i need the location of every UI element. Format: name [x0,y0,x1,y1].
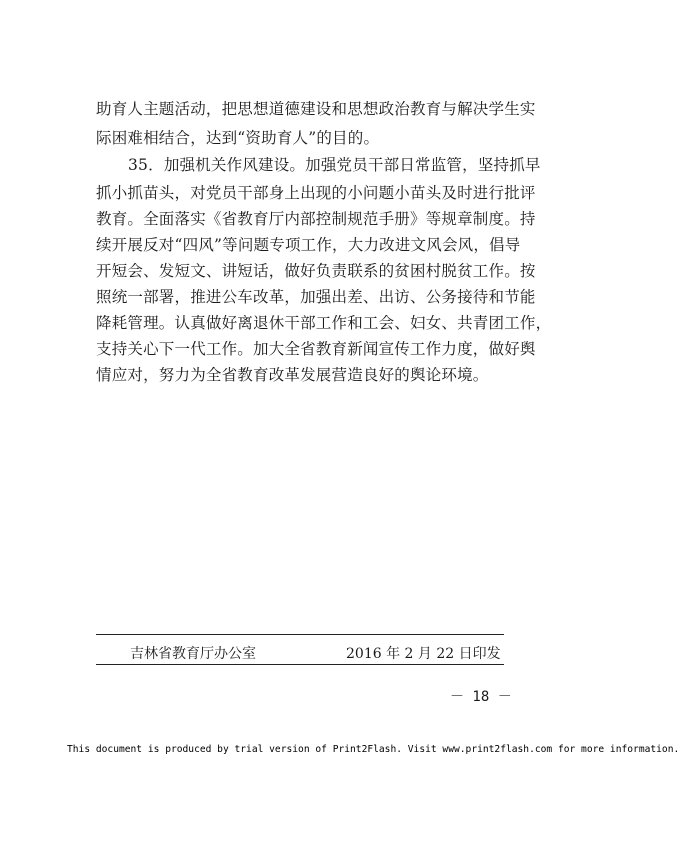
body-line: 助育人主题活动，把思想道德建设和思想政治教育与解决学生实 [96,100,536,118]
body-line: 情应对，努力为全省教育改革发展营造良好的舆论环境。 [96,366,489,384]
footer-top-rule [96,634,504,635]
body-line: 续开展反对“四风”等问题专项工作，大力改进文风会风，倡导 [96,236,521,254]
body-line: 教育。全面落实《省教育厅内部控制规范手册》等规章制度。持 [96,210,536,228]
footer-issuer: 吉林省教育厅办公室 [130,646,256,662]
body-line: 降耗管理。认真做好离退休干部工作和工会、妇女、共青团工作， [96,314,552,332]
body-line: 照统一部署，推进公车改革，加强出差、出访、公务接待和节能 [96,288,536,306]
page-number: － 18 － [450,689,512,705]
body-line: 35．加强机关作风建设。加强党员干部日常监管，坚持抓早 [128,156,541,174]
body-line: 抓小抓苗头，对党员干部身上出现的小问题小苗头及时进行批评 [96,184,536,202]
body-line: 支持关心下一代工作。加大全省教育新闻宣传工作力度，做好舆 [96,340,536,358]
footer-bottom-rule [96,664,504,665]
body-line: 际困难相结合，达到“资助育人”的目的。 [96,129,380,147]
trial-notice: This document is produced by trial version of Print2Flash. Visit www.print2flash.com for more information. [67,744,679,755]
footer-date: 2016 年 2 月 22 日印发 [346,646,501,662]
body-line: 开短会、发短文、讲短话，做好负责联系的贫困村脱贫工作。按 [96,262,536,280]
